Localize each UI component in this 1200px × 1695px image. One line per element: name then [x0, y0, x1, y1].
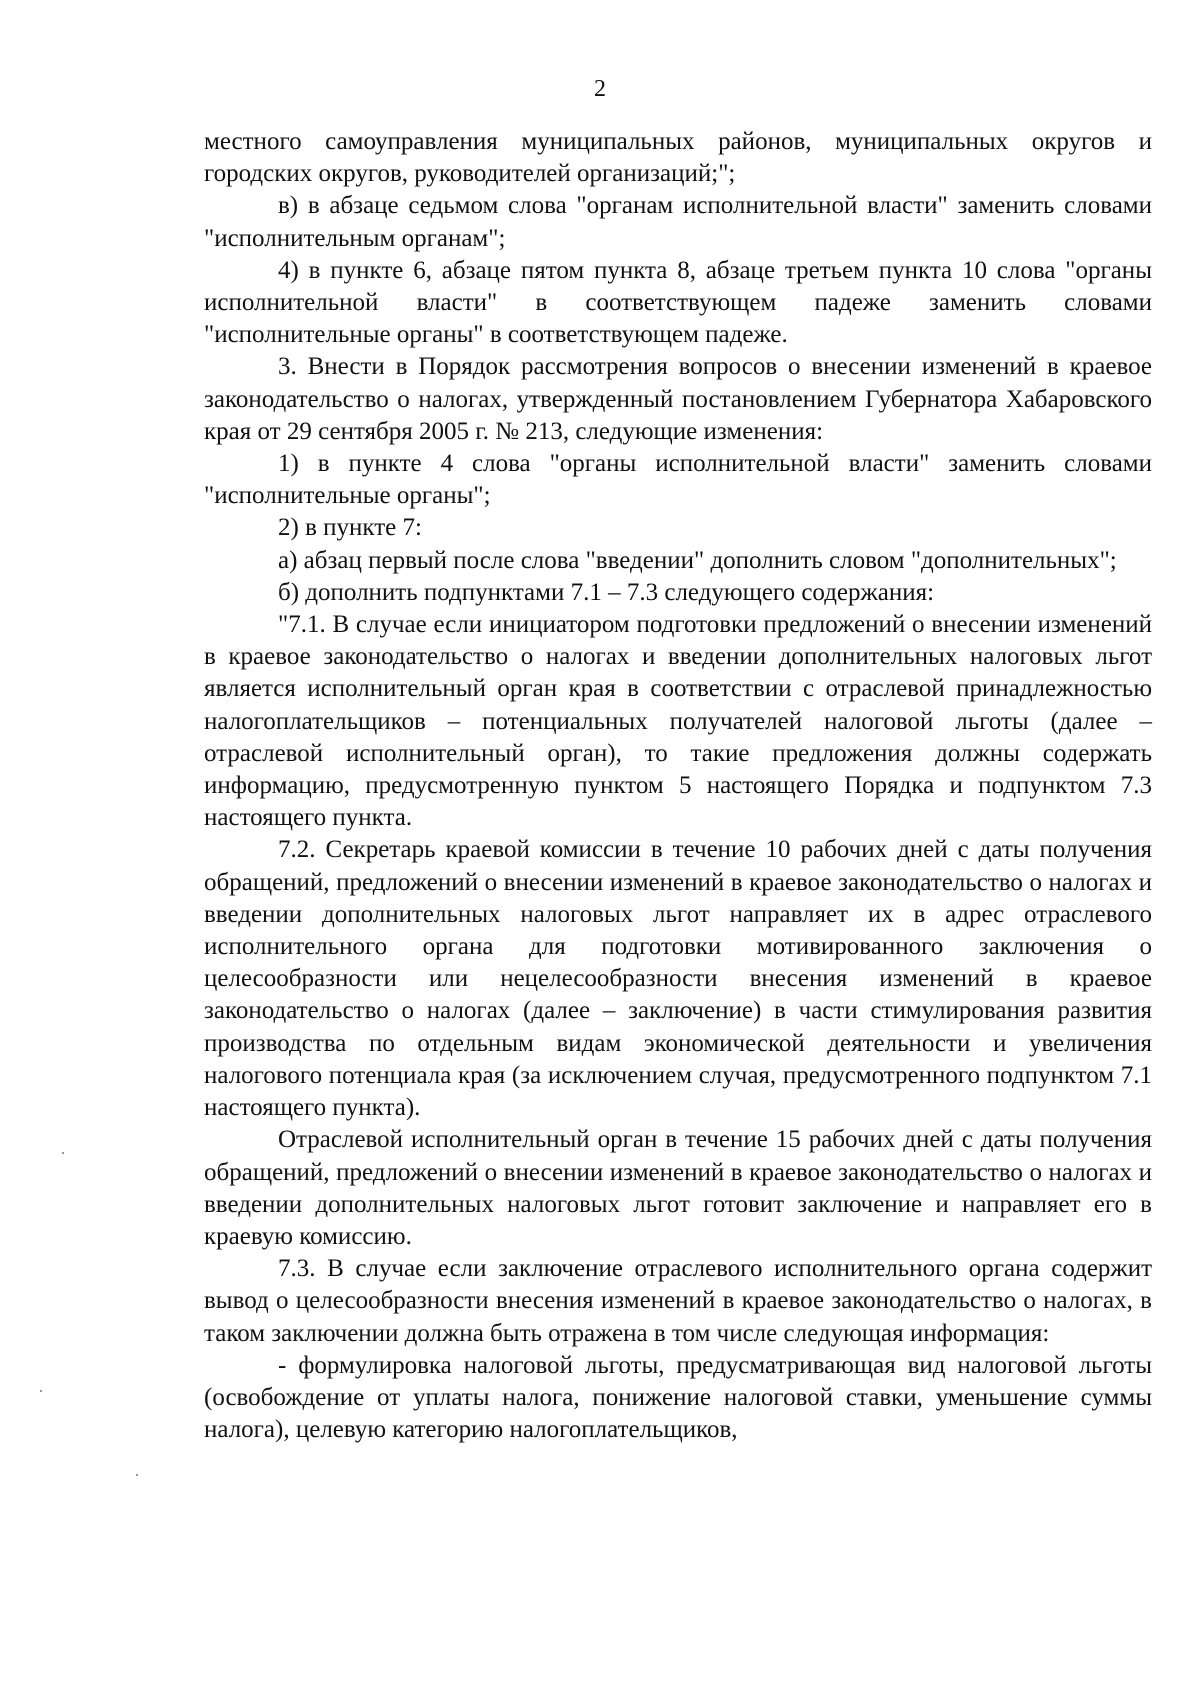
paragraph-item-1: 1) в пункте 4 слова "органы исполнительной власти" заменить словами "исполнительные органы";	[204, 450, 1152, 510]
paragraph-7-2: 7.2. Секретарь краевой комиссии в течение 10 рабочих дней с даты получения обращений, предложений о внесении изменений в краевое законодательство о налогах и введении дополнительных налоговых льгот направляет их в адрес отраслевого исполнительного органа для подготовки мотивированного заключения о целесообразности или нецелесообразности внесения изменений в краевое законодательство о налогах (далее – заключение) в части стимулирования развития производства по отдельным видам экономической деятельности и увеличения налогового потенциала края (за исключением случая, предусмотренного подпунктом 7.1 настоящего пункта).	[204, 836, 1152, 1122]
paragraph-subitem-v: в) в абзаце седьмом слова "органам исполнительной власти" заменить словами "исполнительным органам";	[204, 192, 1152, 252]
page-number: 2	[594, 76, 606, 102]
paragraph-point-3: 3. Внести в Порядок рассмотрения вопросов о внесении изменений в краевое законодательство о налогах, утвержденный постановлением Губернатора Хабаровского края от 29 сентября 2005 г. № 213, следующие изменения:	[204, 353, 1152, 445]
scan-speck	[136, 1474, 138, 1476]
paragraph-item-2: 2) в пункте 7:	[278, 514, 422, 542]
paragraph-bullet-formulation: - формулировка налоговой льготы, предусматривающая вид налоговой льготы (освобождение от уплаты налога, понижение налоговой ставки, уменьшение суммы налога), целевую категорию налогоплательщиков,	[204, 1351, 1152, 1444]
paragraph-7-3: 7.3. В случае если заключение отраслевого исполнительного органа содержит вывод о целесообразности внесения изменений в краевое законодательство о налогах, в таком заключении должна быть отражена в том числе следующая информация:	[204, 1255, 1152, 1347]
scan-speck	[62, 1152, 64, 1154]
scan-speck	[40, 1390, 42, 1392]
paragraph-subitem-b: б) дополнить подпунктами 7.1 – 7.3 следующего содержания:	[278, 578, 935, 606]
paragraph-7-2-continued: Отраслевой исполнительный орган в течение 15 рабочих дней с даты получения обращений, предложений о внесении изменений в краевое законодательство о налогах и введении дополнительных налоговых льгот готовит заключение и направляет его в краевую комиссию.	[204, 1126, 1152, 1250]
paragraph-7-1: "7.1. В случае если инициатором подготовки предложений о внесении изменений в краевое законодательство о налогах и введении дополнительных налоговых льгот является исполнительный орган края в соответствии с отраслевой принадлежностью налогоплательщиков – потенциальных получателей налоговой льготы (далее – отраслевой исполнительный орган), то такие предложения должны содержать информацию, предусмотренную пунктом 5 настоящего Порядка и подпунктом 7.3 настоящего пункта.	[204, 611, 1152, 832]
paragraph-continuation: местного самоуправления муниципальных районов, муниципальных округов и городских округов, руководителей организаций;";	[204, 128, 1152, 188]
paragraph-item-4: 4) в пункте 6, абзаце пятом пункта 8, абзаце третьем пункта 10 слова "органы исполнительной власти" в соответствующем падеже заменить словами "исполнительные органы" в соответствующем падеже.	[204, 256, 1152, 349]
paragraph-subitem-a: а) абзац первый после слова "введении" дополнить словом "дополнительных";	[278, 546, 1117, 574]
document-body	[204, 126, 1152, 1446]
